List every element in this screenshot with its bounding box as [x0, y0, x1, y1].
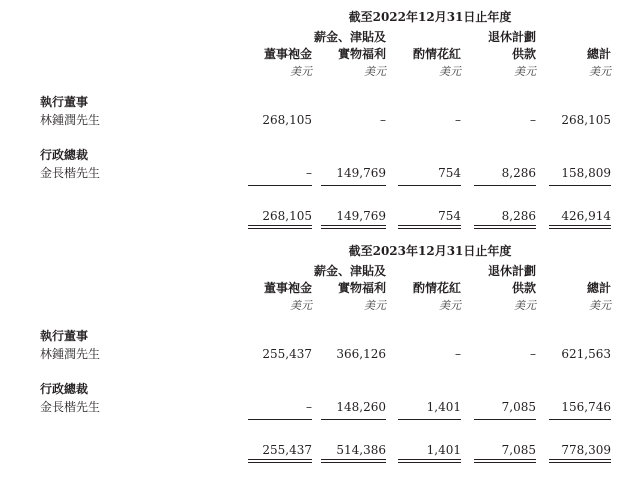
- cell-value: 621,563: [561, 347, 611, 361]
- period-header: 截至2023年12月31日止年度: [348, 244, 512, 258]
- subtotal-underline: [321, 419, 386, 420]
- total-double-underline: [474, 459, 536, 463]
- cell-value: –: [530, 347, 536, 361]
- cell-value: 8,286: [501, 166, 536, 180]
- currency-unit: 美元: [364, 65, 386, 78]
- currency-unit: 美元: [514, 299, 536, 312]
- cell-value: –: [306, 400, 312, 414]
- currency-unit: 美元: [514, 65, 536, 78]
- cell-value: 268,105: [262, 113, 312, 127]
- cell-value: 366,126: [336, 347, 386, 361]
- column-header: 實物福利: [337, 47, 386, 61]
- cell-value: 255,437: [262, 347, 312, 361]
- total-double-underline: [549, 459, 611, 463]
- row-group-heading: 執行董事: [40, 329, 89, 343]
- currency-unit: 美元: [290, 65, 312, 78]
- cell-value: 754: [438, 166, 461, 180]
- currency-unit: 美元: [290, 299, 312, 312]
- subtotal-underline: [474, 419, 536, 420]
- subtotal-underline: [474, 185, 536, 186]
- column-header-line1: 退休計劃: [487, 264, 536, 278]
- currency-unit: 美元: [439, 65, 461, 78]
- total-value: 7,085: [501, 443, 536, 457]
- row-group-heading: 執行董事: [40, 95, 89, 109]
- cell-value: –: [530, 113, 536, 127]
- total-value: 1,401: [426, 443, 461, 457]
- column-header: 供款: [511, 281, 536, 295]
- subtotal-underline: [549, 185, 611, 186]
- cell-value: 148,260: [336, 400, 386, 414]
- row-label: 金長楷先生: [40, 166, 101, 180]
- column-header-line1: 退休計劃: [487, 30, 536, 44]
- total-value: 268,105: [262, 209, 312, 223]
- cell-value: –: [380, 113, 386, 127]
- period-header: 截至2022年12月31日止年度: [348, 10, 512, 24]
- total-value: 754: [438, 209, 461, 223]
- column-header: 總計: [586, 47, 611, 61]
- total-value: 514,386: [336, 443, 386, 457]
- subtotal-underline: [248, 419, 312, 420]
- total-double-underline: [398, 225, 461, 229]
- currency-unit: 美元: [439, 299, 461, 312]
- column-header: 董事袍金: [263, 281, 312, 295]
- column-header: 供款: [511, 47, 536, 61]
- column-header: 酌情花紅: [412, 47, 461, 61]
- column-header-line1: 薪金、津貼及: [313, 30, 386, 44]
- currency-unit: 美元: [589, 65, 611, 78]
- row-label: 林鍾潤先生: [40, 113, 101, 127]
- column-header-line1: 薪金、津貼及: [313, 264, 386, 278]
- total-double-underline: [248, 459, 312, 463]
- row-label: 金長楷先生: [40, 400, 101, 414]
- currency-unit: 美元: [364, 299, 386, 312]
- cell-value: 268,105: [561, 113, 611, 127]
- column-header: 總計: [586, 281, 611, 295]
- cell-value: 1,401: [426, 400, 461, 414]
- row-label: 林鍾潤先生: [40, 347, 101, 361]
- total-value: 8,286: [501, 209, 536, 223]
- total-double-underline: [474, 225, 536, 229]
- cell-value: –: [455, 347, 461, 361]
- total-value: 149,769: [336, 209, 386, 223]
- total-double-underline: [321, 459, 386, 463]
- column-header: 董事袍金: [263, 47, 312, 61]
- subtotal-underline: [398, 185, 461, 186]
- total-double-underline: [398, 459, 461, 463]
- cell-value: 156,746: [561, 400, 611, 414]
- subtotal-underline: [398, 419, 461, 420]
- subtotal-underline: [549, 419, 611, 420]
- column-header: 酌情花紅: [412, 281, 461, 295]
- total-value: 426,914: [561, 209, 611, 223]
- row-group-heading: 行政總裁: [40, 382, 89, 396]
- total-double-underline: [248, 225, 312, 229]
- subtotal-underline: [321, 185, 386, 186]
- cell-value: 149,769: [336, 166, 386, 180]
- total-double-underline: [549, 225, 611, 229]
- cell-value: –: [306, 166, 312, 180]
- total-double-underline: [321, 225, 386, 229]
- total-value: 255,437: [262, 443, 312, 457]
- cell-value: –: [455, 113, 461, 127]
- row-group-heading: 行政總裁: [40, 148, 89, 162]
- cell-value: 158,809: [561, 166, 611, 180]
- total-value: 778,309: [561, 443, 611, 457]
- cell-value: 7,085: [501, 400, 536, 414]
- currency-unit: 美元: [589, 299, 611, 312]
- subtotal-underline: [248, 185, 312, 186]
- column-header: 實物福利: [337, 281, 386, 295]
